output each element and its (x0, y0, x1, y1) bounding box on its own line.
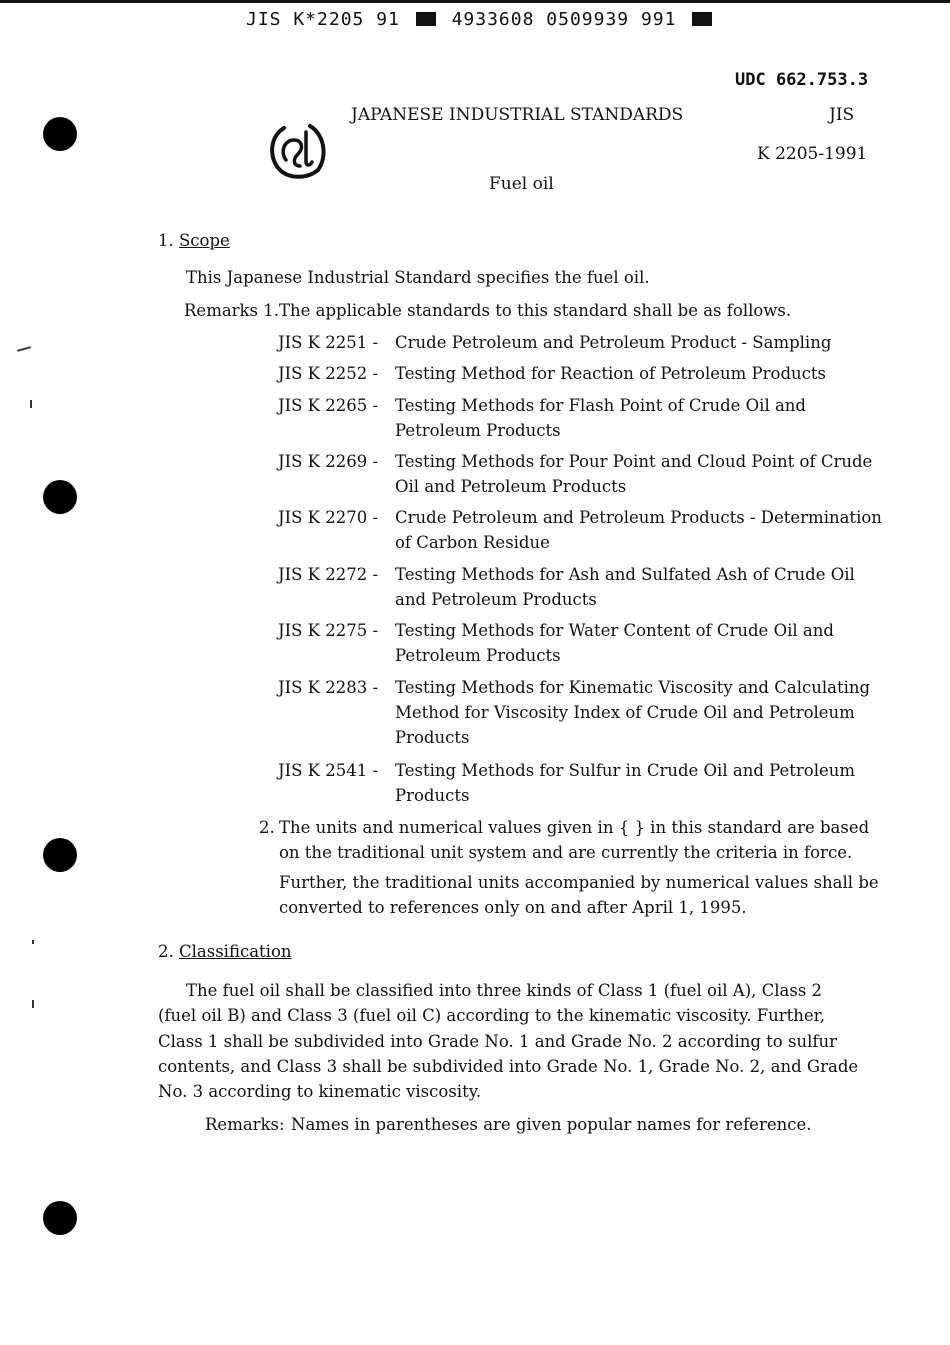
remark2-line: converted to references only on and after April 1, 1995. (279, 898, 747, 917)
binder-hole-icon (43, 1201, 77, 1235)
standard-title-line: Testing Methods for Sulfur in Crude Oil and Petroleum (395, 761, 856, 780)
jis-label: JIS (829, 105, 855, 125)
standard-title-line: Method for Viscosity Index of Crude Oil and Petroleum (395, 703, 855, 722)
standard-title-line: Testing Methods for Pour Point and Cloud Point of Crude (395, 452, 873, 471)
standard-title-line: Products (395, 728, 470, 747)
section2-title: Classification (179, 942, 292, 961)
classification-line: (fuel oil B) and Class 3 (fuel oil C) according to the kinematic viscosity. Further, (158, 1006, 826, 1025)
standard-title-line: Testing Methods for Water Content of Crude Oil and (395, 621, 834, 640)
scan-mark (17, 346, 31, 352)
section2-heading (158, 939, 292, 964)
section1-title: Scope (179, 231, 230, 250)
standard-code: JIS K 2265 - (278, 396, 379, 415)
standard-title-line: Testing Method for Reaction of Petroleum Products (395, 364, 826, 383)
standard-title-line: Crude Petroleum and Petroleum Products - Determination (395, 508, 882, 527)
classification-line: contents, and Class 3 shall be subdivided into Grade No. 1, Grade No. 2, and Grade (158, 1057, 859, 1076)
standard-code: JIS K 2269 - (278, 452, 379, 471)
scope-intro: This Japanese Industrial Standard specifies the fuel oil. (186, 268, 650, 287)
standard-title-line: Products (395, 786, 470, 805)
jis-logo-icon (266, 116, 332, 182)
standard-title-line: of Carbon Residue (395, 533, 550, 552)
document-title: Fuel oil (489, 174, 554, 194)
standard-title-line: Testing Methods for Ash and Sulfated Ash of Crude Oil (395, 565, 855, 584)
remark2-line: on the traditional unit system and are currently the criteria in force. (279, 843, 853, 862)
standard-code: JIS K 2541 - (278, 761, 379, 780)
standard-code: JIS K 2251 - (278, 333, 379, 352)
standard-title-line: and Petroleum Products (395, 590, 597, 609)
standard-code: JIS K 2252 - (278, 364, 379, 383)
remarks1-text: The applicable standards to this standard shall be as follows. (279, 301, 792, 320)
standard-title-line: Petroleum Products (395, 421, 561, 440)
standard-code: JIS K 2270 - (278, 508, 379, 527)
remark2-line: Further, the traditional units accompanied by numerical values shall be (279, 873, 879, 892)
standard-number: K 2205-1991 (757, 144, 868, 164)
standard-title-line: Testing Methods for Kinematic Viscosity and Calculating (395, 678, 871, 697)
section1-heading (158, 228, 230, 253)
standard-title-line: Oil and Petroleum Products (395, 477, 627, 496)
scan-mark (30, 400, 32, 408)
classification-line: No. 3 according to kinematic viscosity. (158, 1082, 482, 1101)
barcode-block-icon (416, 12, 436, 26)
standard-title-line: Petroleum Products (395, 646, 561, 665)
barcode-part-1: JIS K*2205 91 (246, 9, 400, 30)
udc-code: UDC 662.753.3 (735, 70, 869, 90)
remarks2-text: Names in parentheses are given popular names for reference. (291, 1115, 812, 1134)
scan-mark (32, 940, 34, 944)
section1-number: 1. (158, 231, 174, 250)
binder-hole-icon (43, 480, 77, 514)
binder-hole-icon (43, 838, 77, 872)
remark2-line: The units and numerical values given in { } in this standard are based (279, 818, 870, 837)
scan-mark (32, 1000, 34, 1008)
org-title: JAPANESE INDUSTRIAL STANDARDS (351, 105, 684, 125)
top-border-line (0, 0, 950, 3)
binder-hole-icon (43, 117, 77, 151)
remark2-number: 2. (259, 818, 275, 837)
standard-code: JIS K 2283 - (278, 678, 379, 697)
barcode-line (246, 9, 716, 30)
standard-code: JIS K 2275 - (278, 621, 379, 640)
standard-title-line: Testing Methods for Flash Point of Crude Oil and (395, 396, 806, 415)
standard-title-line: Crude Petroleum and Petroleum Product - Sampling (395, 333, 832, 352)
barcode-part-2: 4933608 0509939 991 (451, 9, 677, 30)
classification-line: The fuel oil shall be classified into three kinds of Class 1 (fuel oil A), Class 2 (186, 981, 823, 1000)
remarks2-label: Remarks: (205, 1115, 285, 1134)
standard-code: JIS K 2272 - (278, 565, 379, 584)
barcode-block-icon (692, 12, 712, 26)
remarks1-label: Remarks 1. (184, 301, 280, 320)
classification-line: Class 1 shall be subdivided into Grade No. 1 and Grade No. 2 according to sulfur (158, 1032, 837, 1051)
section2-number: 2. (158, 942, 174, 961)
